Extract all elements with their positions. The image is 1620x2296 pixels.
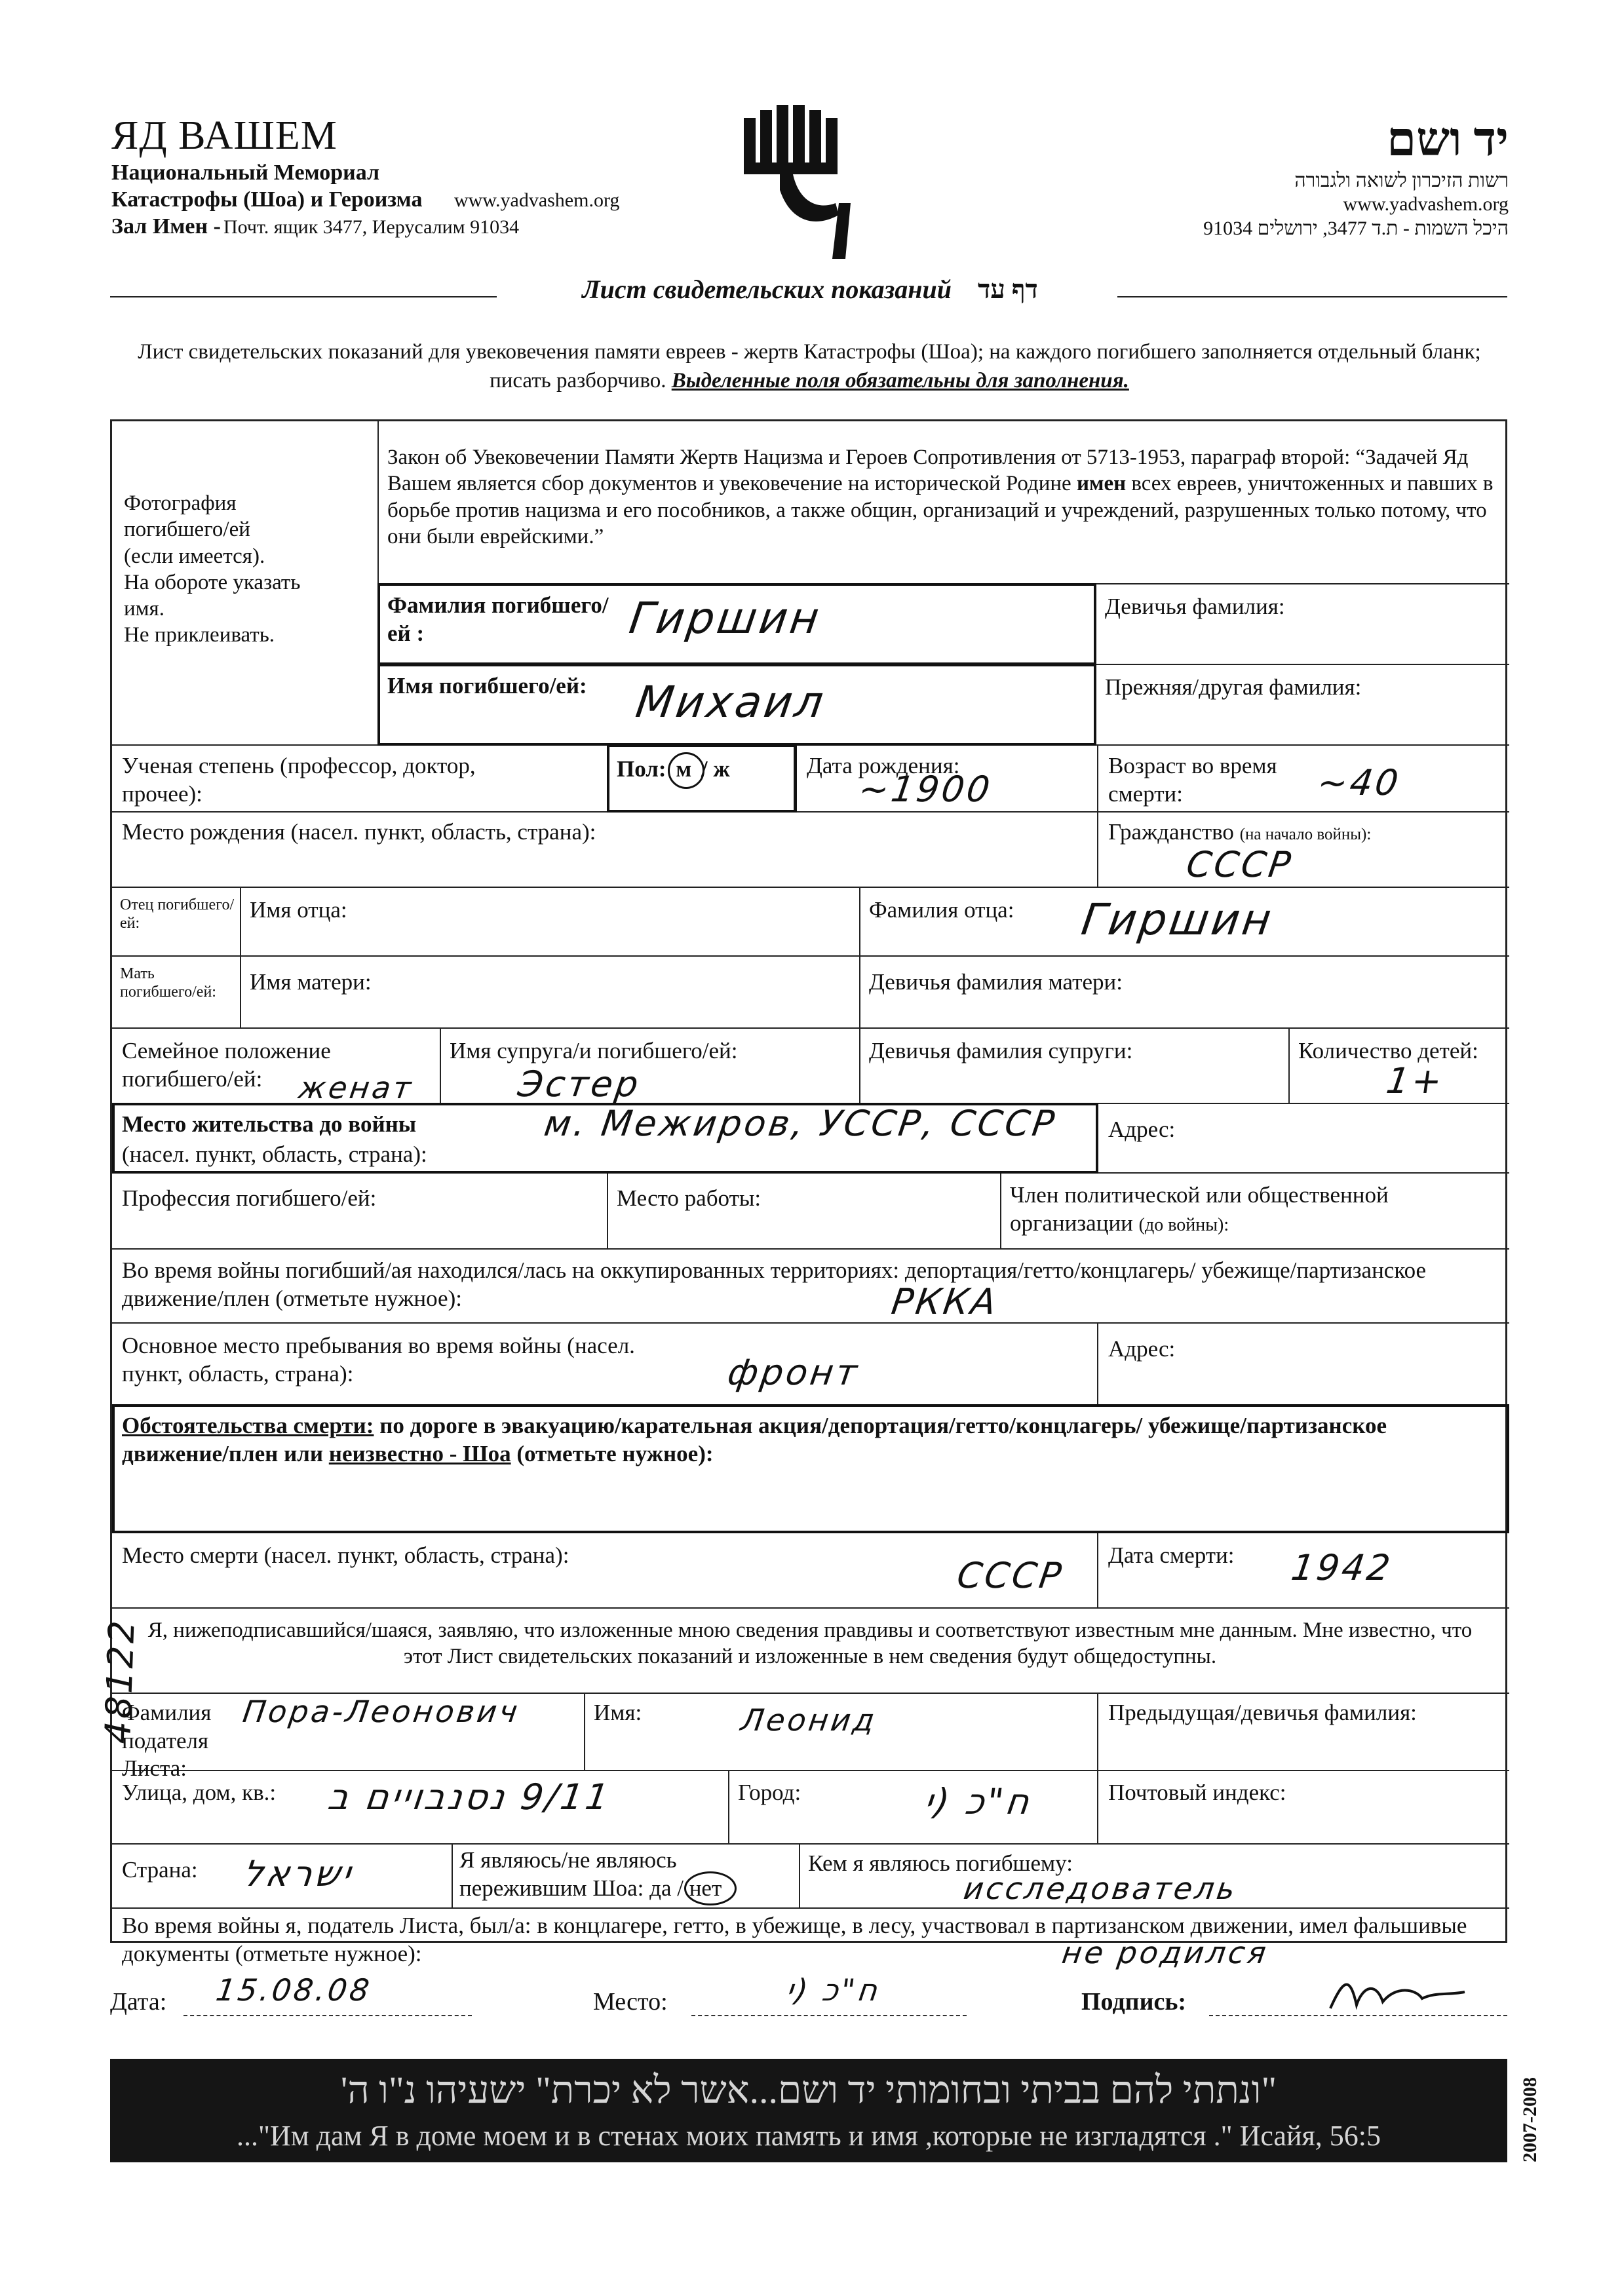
country-label: Страна: [122,1857,198,1883]
mother-maiden-label: Девичья фамилия матери: [869,969,1123,995]
father-surname-value[interactable]: Гиршин [1078,894,1277,945]
sub-surname-value[interactable]: Пора-Леонович [241,1694,522,1729]
date-label: Дата: [110,1988,167,2016]
maiden-label: Девичья фамилия: [1105,594,1285,619]
marital-value[interactable]: женат [296,1070,416,1105]
surname-label: Фамилия погибшего/ей : [387,592,609,646]
birthplace-label: Место рождения (насел. пункт, область, страна): [122,819,596,845]
spouse-value[interactable]: Эстер [515,1063,644,1105]
prev-surname-label: Прежняя/другая фамилия: [1105,674,1362,700]
sex-label: Пол: м / ж [617,756,730,784]
workplace-label: Место работы: [617,1185,762,1211]
name-value[interactable]: Михаил [632,677,829,727]
org-line2: Катастрофы (Шоа) и Героизма [111,187,423,212]
wartime-label: Во время войны погибший/ая находился/лась на оккупированных территориях: депортация/гетто/концлагерь/ убежище/партизанское движение/плен (отметьте нужное): [122,1257,1427,1311]
wartime-self-value[interactable]: не родился [1060,1935,1271,1970]
dob-label: Дата рождения: [807,753,960,778]
sex-male-option[interactable]: м [672,756,695,782]
intro-emphasis: Выделенные поля обязательны для заполнения. [671,368,1129,392]
photo-note: Фотография погибшего/ей (если имеется). На обороте указать имя. Не приклеивать. [124,491,301,647]
father-name-label: Имя отца: [250,897,347,923]
yad-vashem-logo-icon [741,105,852,265]
wartime-self-label: Во время войны я, податель Листа, был/а: в концлагере, гетто, в убежище, в лесу, участвовал в партизанском движении, имел фальшивые документы (отметьте нужное): [122,1913,1467,1966]
death-circ-label: Обстоятельства смерти: по дороге в эвакуацию/карательная акция/депортация/гетто/концлагерь/ убежище/партизанское движение/плен или неизвестно - Шоа (отметьте нужное): [122,1413,1387,1466]
law-text: Закон об Увековечении Памяти Жертв Нацизма и Героев Сопротивления от 5713-1953, параграф второй: “Задачей Яд Вашем является сбор документов и увековечение на исторической Родине имен всех евреев, уничтоженных и павших в борьбе против нацизма и его пособников, а также общин, организаций и учреждений, разрушенных только потому, что они были еврейскими.” [387,446,1494,548]
sub-prev-label: Предыдущая/девичья фамилия: [1108,1700,1417,1725]
org-he-line2: היכל השמות - ת.ד 3477, ירושלים 91034 [1203,218,1509,240]
form-title-ru: Лист свидетельских показаний [582,275,952,304]
street-value[interactable]: 9/11 נסנבויים ב [325,1776,614,1818]
org-he-line1: רשות הזיכרון לשואה ולגבורה [1294,169,1509,191]
death-date-value[interactable]: 1942 [1288,1547,1395,1588]
address-label: Адрес: [1108,1117,1176,1142]
main-place-value[interactable]: фронт [725,1352,862,1393]
mother-name-label: Имя матери: [250,969,372,995]
relation-value[interactable]: исследователь [961,1871,1240,1906]
margin-note: 48122 [97,1617,143,1745]
footer-russian: ..."Им дам Я в доме моем и в стенах моих память и имя ,которые не изгладятся ." Исайя, 56:5 [237,2120,1381,2152]
side-code: 2007-2008 [1519,2077,1541,2162]
father-surname-label: Фамилия отца: [869,897,1014,923]
age-value[interactable]: ~40 [1315,762,1404,803]
death-date-label: Дата смерти: [1108,1542,1235,1568]
death-place-label: Место смерти (насел. пункт, область, страна): [122,1542,569,1568]
form-title [0,274,1620,305]
degree-label: Ученая степень (профессор, доктор, прочее): [122,753,476,807]
org-line3-bold: Зал Имен - [111,214,221,239]
sub-name-value[interactable]: Леонид [739,1702,879,1738]
father-tag: Отец погибшего/ей: [120,896,235,932]
mother-tag: Мать погибшего/ей: [120,965,216,1001]
spouse-maiden-label: Девичья фамилия супруги: [869,1038,1133,1063]
children-label: Количество детей: [1298,1038,1478,1063]
footer-banner [110,2059,1507,2162]
sub-surname-label: Фамилия подателя Листа: [122,1700,212,1782]
sex-female-option[interactable]: / ж [701,756,730,782]
postal-label: Почтовый индекс: [1108,1780,1286,1805]
children-value[interactable]: 1+ [1383,1060,1448,1101]
residence-label: Место жительства до войны [122,1111,417,1137]
date-value[interactable]: 15.08.08 [214,1972,374,2008]
intro-body: Лист свидетельских показаний для увековечения памяти евреев - жертв Катастрофы (Шоа); на каждого погибшего заполняется отдельный бланк; писать разборчиво. [138,340,1481,392]
main-place-label: Основное место пребывания во время войны (насел. пункт, область, страна): [122,1333,635,1387]
residence-value[interactable]: м. Межиров, УССР, СССР [541,1103,1060,1144]
survivor-label: Я являюсь/не являюсь пережившим Шоа: да / нет [459,1846,794,1902]
residence-sub: (насел. пункт, область, страна): [122,1141,427,1167]
relation-label: Кем я являюсь погибшему: [808,1850,1073,1876]
signature-mark[interactable] [1324,1972,1468,2021]
org-title-ru: ЯД ВАШЕМ [111,113,338,158]
sub-name-label: Имя: [594,1700,642,1725]
country-value[interactable]: ישראל [240,1853,357,1894]
footer-hebrew: "ונתתי להם בביתי ובחומותי יד ושם...אשר לא יכרת" ישעיהו נ"ו ה' [340,2069,1277,2111]
org-title-he: יד ושם [1387,113,1509,166]
org-web-right: www.yadvashem.org [1343,193,1509,216]
org-web-left: www.yadvashem.org [453,189,620,212]
citizenship-label: Гражданство (на начало войны): [1108,819,1372,845]
form-grid [110,419,1507,1970]
surname-value[interactable]: Гиршин [626,593,825,643]
spouse-label: Имя супруга/и погибшего/ей: [450,1038,738,1063]
place-label: Место: [593,1988,668,2016]
declaration-text: Я, нижеподписавшийся/шаяся, заявляю, что изложенные мною сведения правдивы и соответствуют известным мне данным. Мне известно, что этот Лист свидетельских показаний и изложенные в нем сведения будут общедоступны. [147,1618,1473,1669]
address2-label: Адрес: [1108,1336,1176,1362]
survivor-no-option[interactable]: нет [689,1875,722,1901]
org-line3: Почт. ящик 3477, Иерусалим 91034 [223,216,520,238]
intro-text [131,338,1488,395]
citizenship-value[interactable]: СССР [1184,844,1296,885]
name-label: Имя погибшего/ей: [387,673,587,698]
dob-value[interactable]: ~1900 [856,769,995,810]
profession-label: Профессия погибшего/ей: [122,1185,377,1211]
org-line1: Национальный Мемориал [111,161,380,185]
age-label: Возраст во время смерти: [1108,753,1277,807]
header-right [1203,111,1509,241]
marital-label: Семейное положение погибшего/ей: [122,1038,331,1092]
city-label: Город: [738,1780,801,1805]
wartime-value[interactable]: РККА [889,1281,1001,1322]
city-value[interactable]: ח"כ (י [921,1781,1035,1822]
header-left [111,111,619,240]
place-value[interactable]: ח"כ (י [784,1972,883,2008]
death-place-value[interactable]: СССР [954,1555,1067,1596]
signature-label: Подпись: [1081,1988,1187,2016]
form-title-he: דף עד [977,275,1038,304]
member-label: Член политической или общественной организации (до войны): [1010,1182,1389,1236]
street-label: Улица, дом, кв.: [122,1780,277,1805]
